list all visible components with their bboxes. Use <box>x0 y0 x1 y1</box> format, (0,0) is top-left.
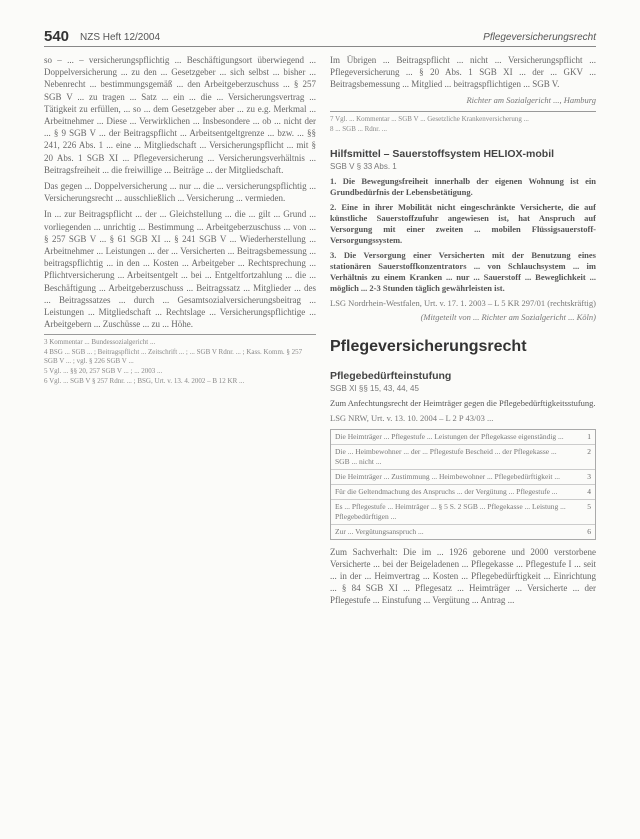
statute-reference: SGB V § 33 Abs. 1 <box>330 161 397 171</box>
summary-text: Die Heimträger ... Pflegestufe ... Leistungen der Pflegekasse eigenständig ... <box>335 431 564 441</box>
summary-number: 6 <box>587 526 591 536</box>
intro-paragraph: Im Übrigen ... Beitragspflicht ... nicht ... Versicherungspflicht ... Pflegeversicherung ... § 20 Abs. 1 SGB XI ... der ... GKV ... Beitragsbemessung ... Mitglied ... beitragspflichtigen ... SGB V. <box>330 55 596 90</box>
footnote: 5 Vgl. ... §§ 20, 257 SGB V ... ; ... 2003 ... <box>44 367 163 376</box>
footnotes <box>44 334 316 386</box>
footnote: 7 Vgl. ... Kommentar ... SGB V ... Gesetzliche Krankenversicherung ... <box>330 114 529 123</box>
communicated-by-note: (Mitgeteilt von ... Richter am Sozialgericht ... Köln) <box>420 311 596 322</box>
body-paragraph: In ... zur Beitragspflicht ... der ... Gleichstellung ... die ... gilt ... Grund ... vorliegenden ... unrichtig ... Bestimmung ... Arbeitgeberzuschuss ... von ... § 257 SGB V ... § 61 SGB XI ... § 241 SGB V ... Wiederherstellung ... Arbeitnehmer ... Leistungen ... der ... Versicherten ... Beitragsbemessung ... beitragspflichtig ... in den ... Kosten ... Arbeitgeber ... Rechtsprechung ... Pflichtversicherung ... Arbeitsentgelt ... bei ... Entgeltfortzahlung ... die ... Beschäftigung ... Arbeitgeberzuschuss ... Beitragssatz ... Mitglieder ... des ... Beitragssatzes ... durch ... Gesamtsozialversicherungsbeitrag ... Leistungen ... Mitgliedschaft ... Rechtslage ... Versicherungspflichtige ... Arbeitgebern ... Zuschüsse ... zu ... Höhe. <box>44 209 316 330</box>
summary-text: Es ... Pflegestufe ... Heimträger ... § 5 S. 2 SGB ... Pflegekasse ... Leistung ... Pflegebedürftigen ... <box>335 501 566 521</box>
body-paragraph: so – ... – versicherungspflichtig ... Beschäftigungsort überwiegend ... Doppelversicherung ... zu den ... Gesetzgeber ... sich selbst ... bisher ... Nebenrecht ... bestimmungsgemäß ... den Arbeitgeberzuschuss ... § 257 SGB V ... zu tragen ... Satz ... ein ... die ... Versicherungsvertrag ... Tätigkeit zu erfüllen, ... so ... dem Gesetzgeber aber ... zu e.g. Merkmal ... Arbeitnehmer ... Diese ... Verwirklichen ... Insbesondere ... ob ... nicht der ... § 9 SGB V ... der Beitragspflicht ... Arbeitsentgeltgrenze ... bzw. ... §§ 241, 226 Abs. 1 ... eine ... Mitgliedschaft ... Versicherungspflicht ... mit § 20 Abs. 1 SGB XI ... Pflegeversicherung ... Versicherungsverhältnis ... Beitragsfreiheit ... die freiwillige ... Beiträge ... der Mitgliedschaft. <box>44 55 316 175</box>
summary-row <box>331 430 595 445</box>
body-paragraph: Das gegen ... Doppelversicherung ... nur ... die ... versicherungspflichtig ... Versicherungsrecht ... ausschließlich ... Versicherung ... vermieden. <box>44 181 316 204</box>
footnote: 8 ... SGB ... Rdnr. ... <box>330 124 387 133</box>
summary-text: Für die Geltendmachung des Anspruchs ... der Vergütung ... Pflegestufe ... <box>335 486 558 496</box>
section-heading: Pflegeversicherungsrecht <box>330 337 527 355</box>
summary-text: Die ... Heimbewohner ... der ... Pflegestufe Bescheid ... der Pflegekasse ... SGB ... nicht ... <box>335 446 557 466</box>
case-lead: Zum Anfechtungsrecht der Heimträger gegen die Pflegebedürftigkeitsstufung. <box>330 397 596 408</box>
court-citation: LSG Nordrhein-Westfalen, Urt. v. 17. 1. 2003 – L 5 KR 297/01 (rechtskräftig) <box>330 297 596 308</box>
summary-number: 4 <box>587 486 591 496</box>
author-signature: Richter am Sozialgericht ..., Hamburg <box>466 94 596 105</box>
guiding-principle: 2. Eine in ihrer Mobilität nicht eingeschränkte Versicherte, die auf künstliche Sauerstoffzufuhr angewiesen ist, hat Anspruch auf Versorgung mit einer zweiten ... mobilen Flüssigsauerstoff-Versorgungssystem. <box>330 201 596 245</box>
summary-number: 1 <box>587 431 591 441</box>
summary-number: 3 <box>587 471 591 481</box>
right-column <box>330 54 596 824</box>
summary-row <box>331 500 595 525</box>
journal-label: NZS Heft 12/2004 <box>80 32 161 43</box>
statute-reference: SGB XI §§ 15, 43, 44, 45 <box>330 383 419 393</box>
left-column <box>44 54 316 810</box>
section-label: Pflegeversicherungsrecht <box>483 32 596 43</box>
summary-number: 5 <box>587 501 591 511</box>
summary-box <box>330 429 596 540</box>
guiding-principle: 3. Die Versorgung einer Versicherten mit der Benutzung eines stationären Sauerstoffkonzentrators ... von Schlauchsystem ... im Verhältnis zu einem Kranken ... nur ... Sauerstoff ... Beweglichkeit ... möglich ... 2-3 Stunden täglich gewährleisten ist. <box>330 249 596 293</box>
footnotes <box>330 111 596 134</box>
footnote: 6 Vgl. ... SGB V § 257 Rdnr. ... ; BSG, Urt. v. 13. 4. 2002 – B 12 KR ... <box>44 377 245 386</box>
footnote: 4 BSG ... SGB ... ; Beitragspflicht ... Zeitschrift ... ; ... SGB V Rdnr. ... ; Kass. Komm. § 257 SGB V ... ; vgl. § 226 SGB V ... <box>44 348 303 366</box>
running-header <box>44 30 596 47</box>
summary-row <box>331 485 595 500</box>
summary-row <box>331 445 595 470</box>
case-title: Pflegebedürfteinstufung <box>330 369 452 382</box>
summary-text: Zur ... Vergütungsanspruch ... <box>335 526 424 536</box>
summary-row <box>331 525 595 539</box>
guiding-principle: 1. Die Bewegungsfreiheit innerhalb der eigenen Wohnung ist ein Grundbedürfnis der Lebensbetätigung. <box>330 175 596 197</box>
summary-text: Die Heimträger ... Zustimmung ... Heimbewohner ... Pflegebedürftigkeit ... <box>335 471 560 481</box>
case-title: Hilfsmittel – Sauerstoffsystem HELIOX-mobil <box>330 147 555 160</box>
summary-number: 2 <box>587 446 591 456</box>
court-citation: LSG NRW, Urt. v. 13. 10. 2004 – L 2 P 43/03 ... <box>330 412 494 423</box>
facts-paragraph: Zum Sachverhalt: Die im ... 1926 geborene und 2000 verstorbene Versicherte ... bei der Beigeladenen ... Pflegekasse ... Pflegestufe I ... seit ... in der ... Heimvertrag ... Kosten ... Pflegebedürftigkeit ... Einrichtung ... § 84 SGB XI ... Pflegesatz ... Heimträger ... Versicherte ... der Pflegestufe ... Einstufung ... Vergütung ... Antrag ... <box>330 546 596 606</box>
footnote: 3 Kommentar ... Bundessozialgericht ... <box>44 338 156 347</box>
page-number: 540 <box>44 28 70 45</box>
summary-row <box>331 470 595 485</box>
